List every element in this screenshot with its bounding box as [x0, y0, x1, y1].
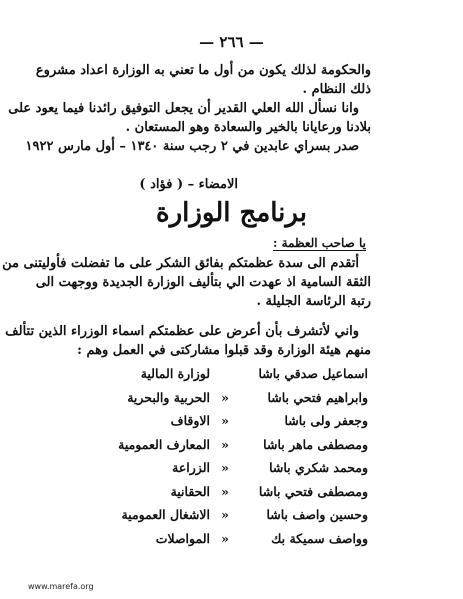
ditto-mark: «	[221, 507, 229, 523]
ditto-mark: «	[221, 413, 229, 429]
ministers-intro	[5, 322, 371, 360]
ministry-name: الحقانية	[170, 483, 210, 499]
table-row	[96, 456, 368, 480]
section-heading: برنامج الوزارة	[155, 198, 308, 228]
page-number: — ٢٦٦ —	[199, 33, 264, 51]
table-row	[96, 433, 368, 457]
minister-name: ومصطفى ماهر باشا	[263, 436, 368, 452]
ministry-name: المواصلات	[155, 530, 210, 546]
ministry-name: الاوقاف	[170, 413, 210, 429]
text-line: الثقة السامية اذ عهدت الي بتأليف الوزارة الجديدة ووجهت الى	[35, 275, 371, 290]
ditto-mark: «	[221, 436, 229, 452]
text-line: وانا نسأل الله العلي القدير أن يجعل التوفيق رائدنا فيما يعود على	[8, 101, 359, 116]
ministry-name: الحربية والبحرية	[127, 389, 210, 405]
ditto-mark	[210, 362, 240, 386]
salutation: يا صاحب العظمة :	[273, 236, 366, 250]
text-line: ذلك النظام .	[302, 82, 371, 97]
minister-name: وابراهيم فتحي باشا	[267, 389, 368, 405]
ditto-mark: «	[221, 483, 229, 499]
table-row	[96, 386, 368, 410]
table-row	[96, 409, 368, 433]
table-row	[96, 362, 368, 386]
text-line: والحكومة لذلك يكون من أول ما تعني به الوزارة اعداد مشروع	[35, 63, 371, 78]
minister-name: ومحمد شكري باشا	[269, 460, 368, 476]
table-row	[96, 480, 368, 504]
ministry-name: المعارف العمومية	[118, 436, 210, 452]
ministers-table	[96, 362, 368, 550]
intro-paragraph	[8, 61, 371, 156]
text-line: منهم هيئة الوزارة وقد قبلوا مشاركتى في العمل وهم :	[77, 343, 371, 358]
text-line: رتبة الرئاسة الجليلة .	[256, 294, 371, 309]
text-line: بلادنا ورعايانا بالخير والسعادة وهو المستعان .	[125, 120, 371, 135]
table-row	[96, 503, 368, 527]
minister-name: ومصطفى فتحي باشا	[258, 483, 368, 499]
minister-name: وواصف سميكة بك	[271, 530, 368, 546]
minister-name: اسماعيل صدقي باشا	[258, 366, 368, 382]
text-line: واني لأتشرف بأن أعرض على عظمتكم اسماء الوزراء الذين تتألف	[5, 324, 359, 339]
text-line: أتقدم الى سدة عظمتكم بفائق الشكر على ما تفضلت فأوليتنى من	[2, 256, 359, 271]
ditto-mark: «	[221, 530, 229, 546]
minister-name: وحسين واصف باشا	[266, 507, 368, 523]
ministry-name: الاشغال العمومية	[121, 507, 210, 523]
minister-name: وجعفر ولى باشا	[284, 413, 368, 429]
signature: الامضاء – ( فؤاد )	[139, 177, 238, 192]
table-row	[96, 527, 368, 551]
text-line: صدر بسراي عابدين في ٢ رجب سنة ١٣٤٠ – أول مارس ١٩٢٢	[25, 139, 359, 154]
ditto-mark: «	[221, 460, 229, 476]
ditto-mark: «	[221, 389, 229, 405]
ministry-name: الزراعة	[172, 460, 210, 476]
body-paragraph	[2, 254, 371, 311]
ministry-name: لوزارة المالية	[140, 366, 210, 382]
source-url: www.marefa.org	[28, 582, 94, 591]
